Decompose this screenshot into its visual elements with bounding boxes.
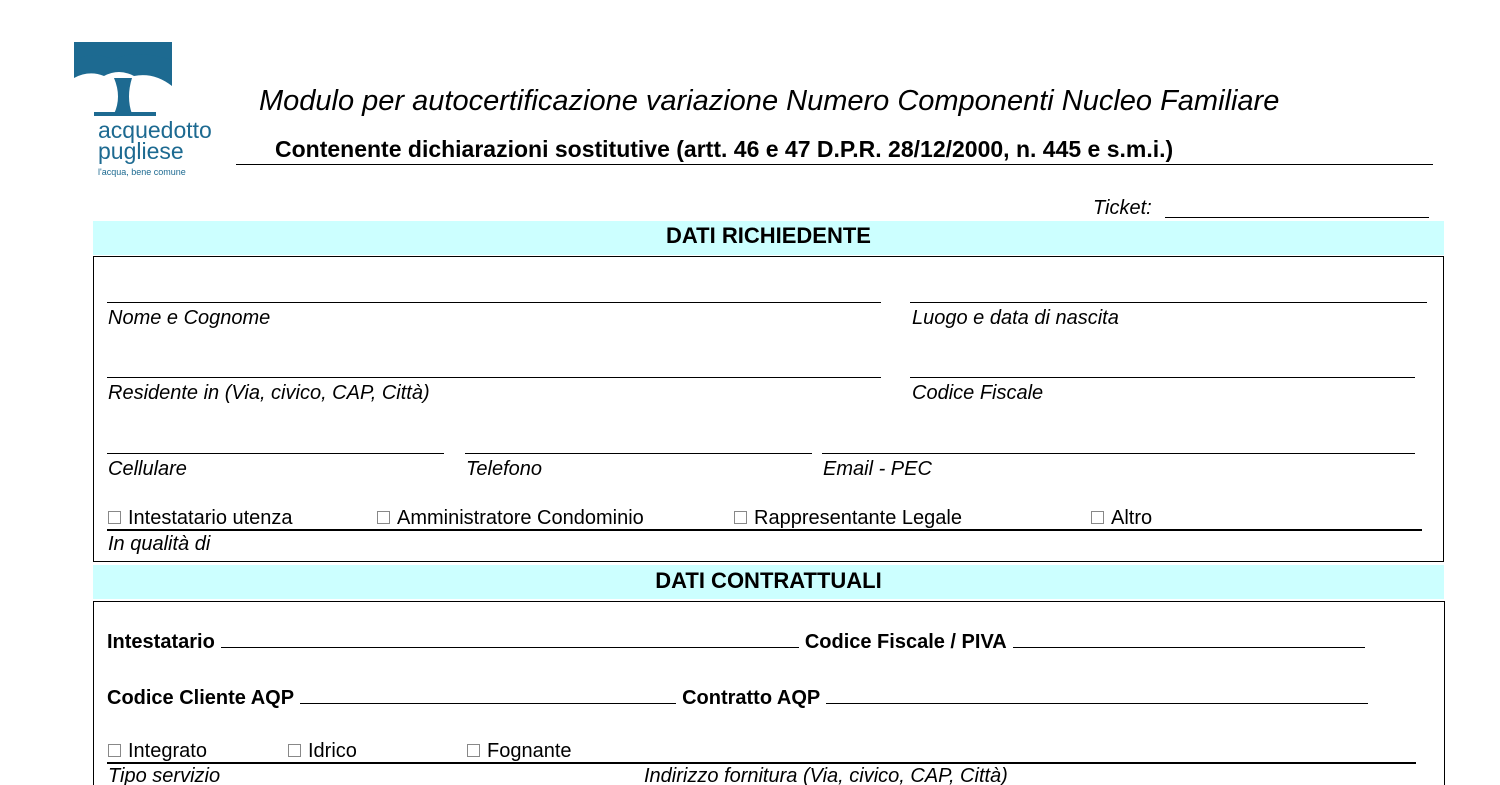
intestatario-field[interactable]	[221, 646, 799, 648]
checkbox-icon	[288, 744, 301, 757]
logo-name: acquedotto pugliese	[98, 117, 212, 164]
tree-logo-icon	[74, 42, 172, 118]
residente-label: Residente in (Via, civico, CAP, Città)	[108, 382, 430, 404]
residente-field[interactable]	[107, 377, 881, 378]
servizio-line[interactable]	[107, 762, 1416, 764]
checkbox-amministratore[interactable]: Amministratore Condominio	[377, 507, 644, 530]
ticket-label: Ticket:	[1093, 197, 1152, 219]
logo-tagline: l'acqua, bene comune	[98, 167, 186, 177]
email-label: Email - PEC	[823, 458, 932, 480]
checkbox-intestatario[interactable]: Intestatario utenza	[108, 507, 293, 530]
nome-field[interactable]	[107, 302, 881, 303]
tipo-servizio-label: Tipo servizio	[108, 765, 221, 785]
indirizzo-label: Indirizzo fornitura (Via, civico, CAP, Città)	[644, 765, 1008, 785]
cf-piva-field[interactable]	[1013, 646, 1365, 648]
checkbox-rappresentante[interactable]: Rappresentante Legale	[734, 507, 962, 530]
checkbox-icon	[108, 511, 121, 524]
section-header-contrattuali: DATI CONTRATTUALI	[93, 565, 1444, 599]
qualita-label: In qualità di	[108, 533, 211, 555]
page-subtitle: Contenente dichiarazioni sostitutive (artt. 46 e 47 D.P.R. 28/12/2000, n. 445 e s.m.i.)	[275, 136, 1174, 162]
nome-label: Nome e Cognome	[108, 307, 271, 329]
telefono-label: Telefono	[466, 458, 542, 480]
checkbox-icon	[1091, 511, 1104, 524]
intestatario-row: Intestatario Codice Fiscale / PIVA	[107, 631, 1371, 654]
checkbox-icon	[108, 744, 121, 757]
logo	[74, 42, 172, 123]
checkbox-fognante[interactable]: Fognante	[467, 740, 572, 763]
codice-cliente-field[interactable]	[300, 702, 676, 704]
section-header-richiedente: DATI RICHIEDENTE	[93, 221, 1444, 255]
qualita-line	[107, 529, 1422, 531]
checkbox-icon	[467, 744, 480, 757]
luogo-field[interactable]	[910, 302, 1427, 303]
cf-field[interactable]	[910, 377, 1415, 378]
checkbox-altro[interactable]: Altro	[1091, 507, 1152, 530]
telefono-field[interactable]	[465, 453, 812, 454]
checkbox-icon	[377, 511, 390, 524]
page-title: Modulo per autocertificazione variazione Numero Componenti Nucleo Familiare	[259, 85, 1280, 117]
cellulare-label: Cellulare	[108, 458, 187, 480]
codice-row: Codice Cliente AQP Contratto AQP	[107, 687, 1374, 710]
email-field[interactable]	[822, 453, 1415, 454]
cf-label: Codice Fiscale	[912, 382, 1044, 404]
checkbox-integrato[interactable]: Integrato	[108, 740, 207, 763]
ticket-field[interactable]	[1165, 217, 1429, 218]
checkbox-icon	[734, 511, 747, 524]
luogo-label: Luogo e data di nascita	[912, 307, 1119, 329]
checkbox-idrico[interactable]: Idrico	[288, 740, 357, 763]
contratto-field[interactable]	[826, 702, 1368, 704]
header-divider	[236, 164, 1433, 165]
cellulare-field[interactable]	[107, 453, 444, 454]
